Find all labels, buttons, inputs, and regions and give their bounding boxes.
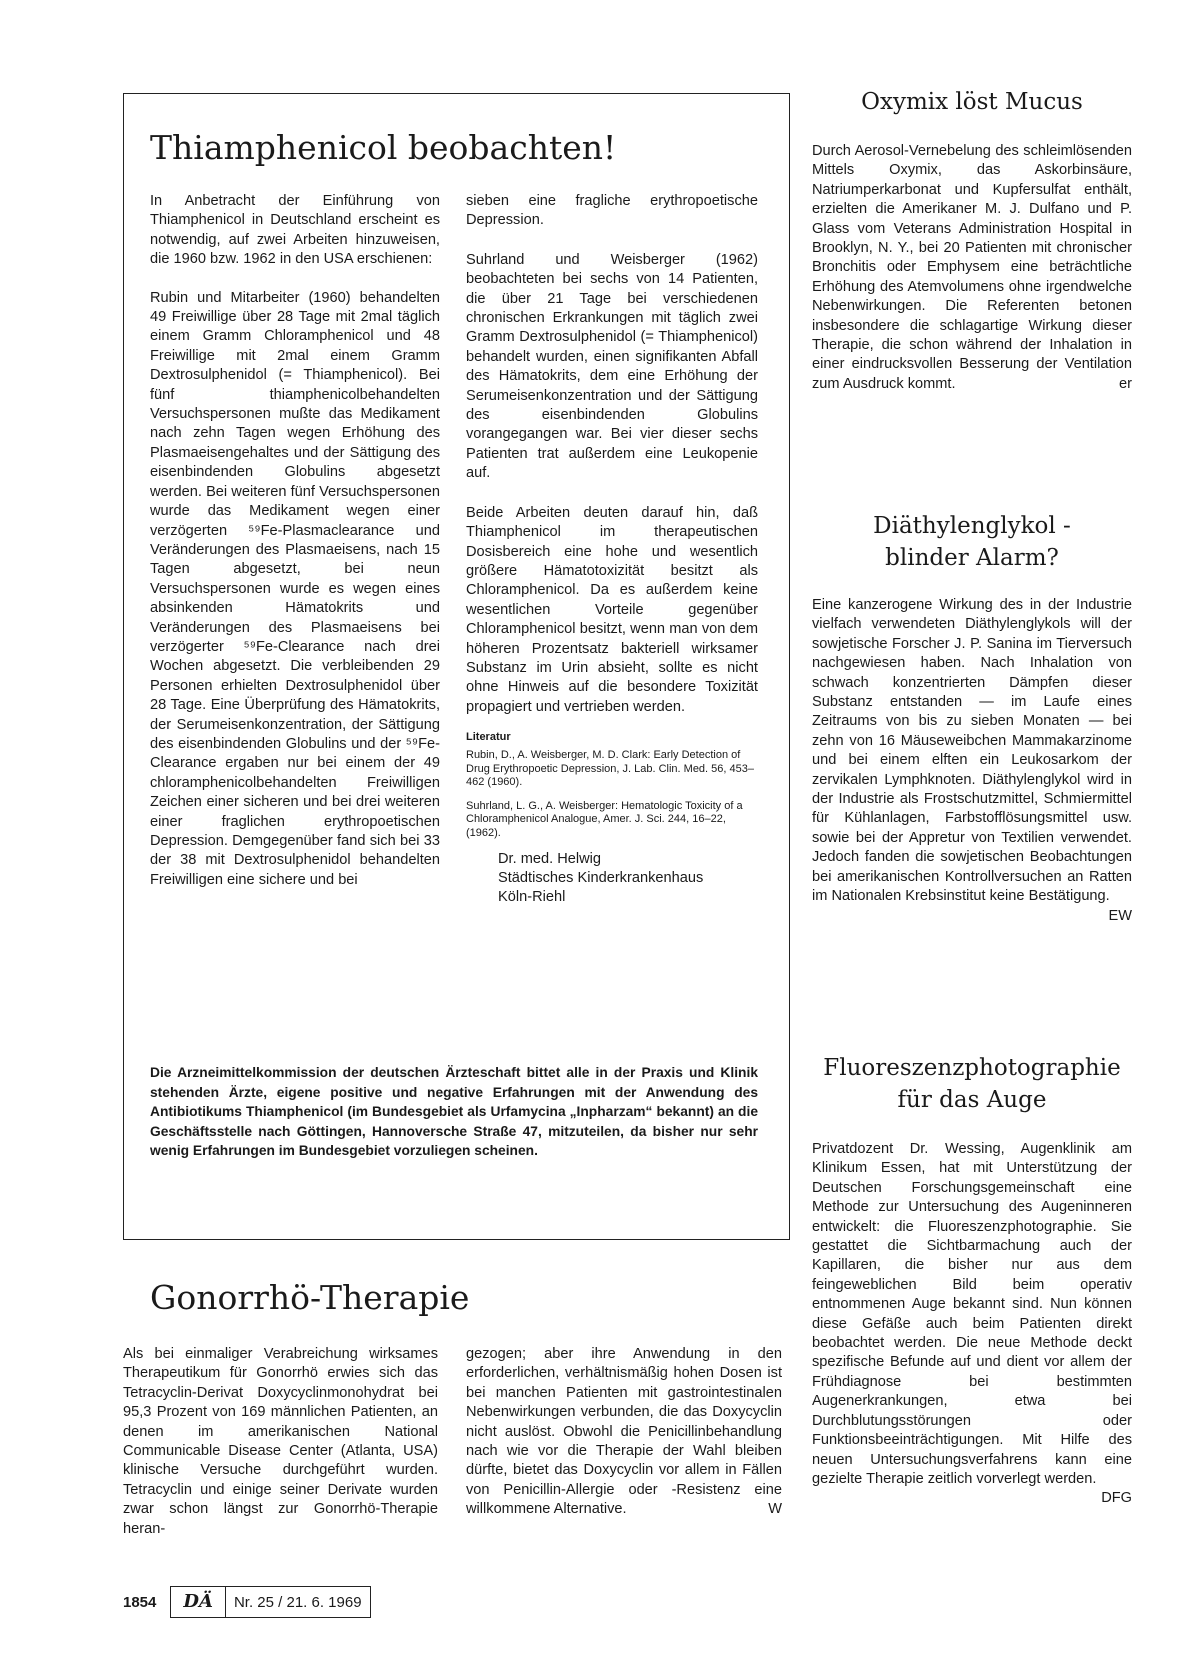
paragraph: [466, 1345, 782, 1520]
paragraph: Rubin und Mitarbeiter (1960) behandelten 49 Freiwillige über 28 Tage mit 2mal täglich einem Gramm Chloramphenicol und 48 Freiwillige mit 2mal einem Gramm Dextrosulphenidol (= Thiamphenicol). Bei fünf thiamphenicolbehandelten Versuchspersonen mußte das Medikament nach zehn Tagen wegen Erhöhung des Plasmaeisengehaltes und der Sättigung des eisenbindenden Globulins abgesetzt werden. Bei weiteren fünf Versuchspersonen wurde das Medikament wegen einer verzögerten ⁵⁹Fe-Plasmaclearance und Veränderungen des Plasmaeisens, nach 15 Tagen abgesetzt, bei neun Versuchspersonen wurde es wegen eines absinkenden Hämatokrits und Veränderungen des Plasmaeisens bei verzögerter ⁵⁹Fe-Clearance nach drei Wochen abgesetzt. Die verbleibenden 29 Personen erhielten Dextrosulphenidol über 28 Tage. Eine Überprüfung des Hämatokrits, der Serumeisenkonzentration, der Sättigung des eisenbindenden Globulins und der ⁵⁹Fe-Clearance ergaben nur bei einem der 49 chloramphenicolbehandelten Freiwilligen Zeichen einer sicheren und bei drei weiteren einer fraglichen erythropoetischen Depression. Demgegenüber fand sich bei 33 der 38 mit Dextrosulphenidol behandelten Freiwilligen eine sichere und bei: [150, 289, 440, 888]
paragraph-text: Privatdozent Dr. Wessing, Augenklinik am Klinikum Essen, hat mit Unterstützung der Deutschen Forschungsgemeinschaft eine Methode zur Untersuchung des Augeninneren entwickelt: die Fluoreszenzphotographie. Sie gestattet die Sichtbarmachung auch der Kapillaren, die bisher nur aus dem feingeweblichen Bild beim operativ entnommenen Auge bekannt sind. Nun können diese Gefäße auch beim Patienten direkt beobachtet werden. Die neue Methode deckt spezifische Befunde auf und dient vor allem der Frühdiagnose bei bestimmten Augenerkrankungen, etwa bei Durchblutungsstörungen oder Funktionsbeeinträchtigungen. Mit Hilfe des neuen Untersuchungsverfahrens kann eine gezielte Therapie zeitlich vorverlegt werden.: [812, 1141, 1132, 1487]
page-number: 1854: [123, 1593, 157, 1611]
signature-line: Städtisches Kinderkrankenhaus: [498, 870, 704, 887]
diaethylen-article: [812, 596, 1132, 926]
thiamphenicol-col2: [466, 192, 758, 907]
fluoreszenz-article: [812, 1140, 1132, 1509]
journal-footer-box: [170, 1586, 370, 1618]
paragraph: Als bei einmaliger Verabreichung wirksames Therapeutikum für Gonorrhö erwies sich das Tetracyclin-Derivat Doxycyclinmonohydrat bei 95,3 Prozent von 169 männlichen Patienten, an denen im amerikanischen National Communicable Disease Center (Atlanta, USA) klinische Versuche durchgeführt wurden. Tetracyclin und einige seiner Derivate wurden zwar schon längst zur Gonorrhö-Therapie heran-: [123, 1346, 438, 1537]
signature: [498, 850, 758, 907]
paragraph: [812, 596, 1132, 924]
gonorrhoe-title: Gonorrhö-Therapie: [150, 1278, 470, 1317]
paragraph: sieben eine fragliche erythropoetische Depression.: [466, 193, 758, 229]
title-line: für das Auge: [897, 1087, 1047, 1113]
title-line: Diäthylenglykol -: [873, 513, 1071, 539]
reference: Rubin, D., A. Weisberger, M. D. Clark: Early Detection of Drug Erythropoetic Depression, J. Lab. Clin. Med. 56, 453–462 (1960).: [466, 749, 754, 789]
paragraph: Beide Arbeiten deuten darauf hin, daß Thiamphenicol im therapeutischen Dosisbereich eine hohe und wesentlich größere Hämatotoxizität besitzt als Chloramphenicol. Da es außerdem keine wesentlichen Vorteile gegenüber Chloramphenicol besitzt, wenn man von dem höheren Prozentsatz bakteriell wirksamer Substanz im Urin absieht, sollte es nicht ohne Hinweis auf die besondere Toxizität propagiert und vertrieben werden.: [466, 504, 758, 715]
paragraph-text: Durch Aerosol-Vernebelung des schleimlösenden Mittels Oxymix, das Askorbinsäure, Natriumperkarbonat und Kupfersulfat enthält, erzielten die Amerikaner M. J. Dulfano und P. Glass vom Veterans Administration Hospital in Brooklyn, N. Y., bei 20 Patienten mit chronischer Bronchitis oder Emphysem eine beträchtliche Erhöhung des Atemvolumens ohne irgendwelche Nebenwirkungen. Die Referenten betonen insbesondere die schlagartige Wirkung dieser Therapie, die schon während der Inhalation in einer eindrucksvollen Besserung der Ventilation zum Ausdruck kommt.: [812, 143, 1132, 392]
gonorrhoe-col1: [123, 1345, 438, 1539]
author-initials: W: [768, 1501, 782, 1518]
paragraph: [812, 142, 1132, 394]
diaethylen-title: [812, 510, 1132, 574]
author-initials: er: [1119, 375, 1132, 392]
signature-line: Dr. med. Helwig: [498, 851, 601, 868]
reference: Suhrland, L. G., A. Weisberger: Hematologic Toxicity of a Chloramphenicol Analogue, Amer. J. Sci. 244, 16–22, (1962).: [466, 799, 743, 839]
author-initials: EW: [1108, 907, 1132, 924]
oxymix-article: [812, 142, 1132, 394]
fluoreszenz-title: [812, 1052, 1132, 1116]
paragraph-text: gezogen; aber ihre Anwendung in den erforderlichen, verhältnismäßig hohen Dosen ist bei manchen Patienten mit gastrointestinalen Nebenwirkungen verbunden, die das Doxycyclin nicht auslöst. Obwohl die Penicillinbehandlung nach wie vor die Therapie der Wahl bleiben dürfte, bietet das Doxycyclin vor allem in Fällen von Penicillin-Allergie oder -Resistenz eine willkommene Alternative.: [466, 1346, 782, 1518]
thiamphenicol-title: Thiamphenicol beobachten!: [150, 128, 617, 167]
signature-line: Köln-Riehl: [498, 889, 566, 906]
thiamphenicol-col1: [150, 192, 440, 890]
gonorrhoe-col2: [466, 1345, 782, 1520]
commission-notice: Die Arzneimittelkommission der deutschen Ärzteschaft bittet alle in der Praxis und Klinik stehenden Ärzte, eigene positive und negative Erfahrungen mit der Anwendung des Antibiotikums Thiamphenicol (im Bundesgebiet als Urfamycina „Inpharzam“ bekannt) an die Geschäftsstelle nach Göttingen, Hannoversche Straße 47, mitzuteilen, da bisher nur sehr wenig Erfahrungen im Bundesgebiet vorzuliegen scheinen.: [150, 1065, 758, 1159]
paragraph: Suhrland und Weisberger (1962) beobachteten bei sechs von 14 Patienten, die über 21 Tage bei verschiedenen chronischen Erkrankungen mit täglich zwei Gramm Dextrosulphenidol (= Thiamphenicol) behandelt wurden, einen signifikanten Abfall des Hämatokrits, dem eine Erhöhung der Serumeisenkonzentration und der Sättigung des eisenbindenden Globulins vorangegangen war. Bei vier dieser sechs Patienten trat außerdem eine Leukopenie auf.: [466, 251, 758, 482]
title-line: Fluoreszenzphotographie: [823, 1055, 1121, 1081]
references-heading: Literatur: [466, 731, 511, 744]
paragraph: In Anbetracht der Einführung von Thiamphenicol in Deutschland erscheint es notwendig, auf zwei Arbeiten hinzuweisen, die 1960 bzw. 1962 in den USA erschienen:: [150, 193, 440, 268]
paragraph-text: Eine kanzerogene Wirkung des in der Industrie vielfach verwendeten Diäthylenglykols will der sowjetische Forscher J. P. Sanina im Tierversuch nachgewiesen haben. Nach Inhalation von schwach konzentrierten Dämpfen dieser Substanz entstanden — im Laufe eines Zeitraums von bis zu sieben Monaten — bei zehn von 16 Mäuseweibchen Mammakarzinome und bei einem elften ein Leukosarkom der zervikalen Lymphknoten. Diäthylenglykol wird in der Industrie als Frostschutzmittel, Schmiermittel für Kühlanlagen, Farbstofflösungsmittel usw. sowie bei der Appretur von Textilien verwendet. Jedoch fanden die sowjetischen Beobachtungen bei amerikanischen Kontrollversuchen an Ratten im Nationalen Krebsinstitut keine Bestätigung.: [812, 597, 1132, 905]
issue-info: Nr. 25 / 21. 6. 1969: [233, 1593, 362, 1611]
author-initials: DFG: [1101, 1490, 1132, 1507]
page-footer: [123, 1586, 371, 1618]
oxymix-title: Oxymix löst Mucus: [861, 89, 1083, 115]
journal-logo: DÄ: [171, 1587, 226, 1617]
title-line: blinder Alarm?: [885, 545, 1059, 571]
paragraph: [812, 1140, 1132, 1507]
